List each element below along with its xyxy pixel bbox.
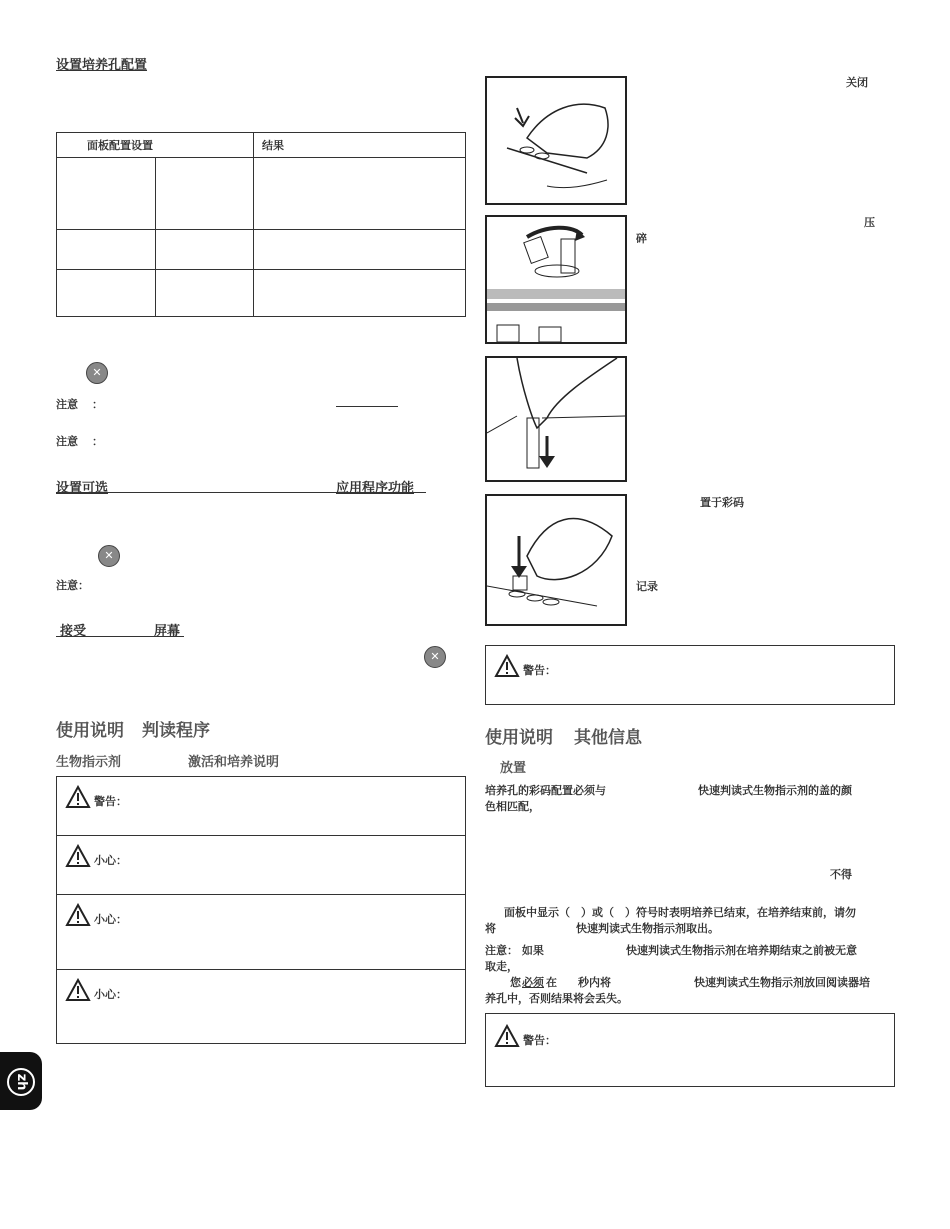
fig4-text-b: 记录 xyxy=(636,580,658,593)
table-cell xyxy=(57,270,156,317)
underline-blank xyxy=(336,406,398,407)
crush-vial-illustration xyxy=(487,217,625,342)
bio-heading-a: 生物指示剂 xyxy=(56,755,122,770)
caution-row xyxy=(65,978,127,1002)
caution-triangle-icon xyxy=(65,903,91,927)
language-tab xyxy=(0,1052,42,1110)
instructions-heading-b: 判读程序 xyxy=(142,721,210,741)
hand-pressing-cap-illustration xyxy=(487,78,625,203)
note-colon-1: ： xyxy=(92,398,103,411)
not-allowed-text: 不得 xyxy=(830,868,852,881)
instructions-heading-a: 使用说明 xyxy=(56,721,124,741)
cancel-x-icon[interactable] xyxy=(86,362,108,384)
figure-tap-vial xyxy=(485,356,627,482)
para1-c: 色相匹配， xyxy=(485,800,540,813)
table-cell xyxy=(57,230,156,270)
divider xyxy=(57,969,465,970)
note-d: 您 xyxy=(510,976,521,989)
warning-caution-box xyxy=(56,776,466,1044)
note-label-3: 注意： xyxy=(56,579,89,592)
warning-label: 警告： xyxy=(94,795,127,808)
note-label-1: 注意 xyxy=(56,398,78,411)
para1-a: 培养孔的彩码配置必须与 xyxy=(485,784,606,797)
bio-heading-b: 激活和培养说明 xyxy=(188,755,280,770)
note-e: 必须 xyxy=(522,976,544,989)
optional-heading-b: 应用程序功能 xyxy=(336,481,415,496)
warning-row xyxy=(494,1024,556,1048)
cancel-x-icon[interactable] xyxy=(98,545,120,567)
figure-close-cap xyxy=(485,76,627,205)
warning-triangle-icon xyxy=(494,1024,520,1048)
table-cell xyxy=(155,230,254,270)
caution-triangle-icon xyxy=(65,844,91,868)
warning-box xyxy=(485,645,895,705)
figure-crush xyxy=(485,215,627,344)
placement-heading: 放置 xyxy=(500,761,527,776)
table-cell xyxy=(155,270,254,317)
para2-b: 将 xyxy=(485,922,496,935)
divider xyxy=(57,894,465,895)
caution-row xyxy=(65,903,127,927)
table-cell xyxy=(254,158,466,230)
tap-vial-illustration xyxy=(487,358,625,480)
para2-a: 面板中显示（ ）或（ ）符号时表明培养已结束，在培养结束前，请勿 xyxy=(504,906,856,919)
place-vial-illustration xyxy=(487,496,625,624)
note-h: 快速判读式生物指示剂放回阅读器培 xyxy=(694,976,870,989)
note-label-2: 注意 xyxy=(56,435,78,448)
cancel-x-icon[interactable] xyxy=(424,646,446,668)
warning-row xyxy=(494,654,556,678)
other-heading-a: 使用说明 xyxy=(485,728,553,748)
note-colon-2: ： xyxy=(92,435,103,448)
accept-heading-a: 接受 xyxy=(60,624,87,639)
fig1-text: 关闭 xyxy=(846,76,868,89)
note-b: 快速判读式生物指示剂在培养期结束之前被无意 xyxy=(626,944,857,957)
caution-row xyxy=(65,844,127,868)
panel-config-table xyxy=(56,132,466,317)
language-code: zh xyxy=(7,1068,35,1096)
note-c: 取走， xyxy=(485,960,518,973)
figure-place-vial xyxy=(485,494,627,626)
note-i: 养孔中，否则结果将会丢失。 xyxy=(485,992,628,1005)
setup-heading: 设置培养孔配置 xyxy=(56,58,148,73)
warning-row xyxy=(65,785,127,809)
table-cell xyxy=(155,158,254,230)
note-a: 注意： 如果 xyxy=(485,944,544,957)
table-cell xyxy=(57,158,156,230)
accept-heading-b: 屏幕 xyxy=(154,624,181,639)
caution-label: 小心： xyxy=(94,854,127,867)
note-f: 在 xyxy=(546,976,557,989)
para1-b: 快速判读式生物指示剂的盖的颜 xyxy=(698,784,852,797)
other-heading-b: 其他信息 xyxy=(574,728,642,748)
note-g: 秒内将 xyxy=(578,976,611,989)
warning-box xyxy=(485,1013,895,1087)
warning-triangle-icon xyxy=(65,785,91,809)
fig2-text-a: 压 xyxy=(864,216,875,229)
table-cell xyxy=(254,230,466,270)
caution-triangle-icon xyxy=(65,978,91,1002)
para2-c: 快速判读式生物指示剂取出。 xyxy=(576,922,719,935)
optional-heading-a: 设置可选 xyxy=(56,481,109,496)
caution-label: 小心： xyxy=(94,913,127,926)
caution-label: 小心： xyxy=(94,988,127,1001)
warning-label: 警告： xyxy=(523,1034,556,1047)
table-header-config: 面板配置设置 xyxy=(57,133,254,158)
divider xyxy=(57,835,465,836)
fig4-text-a: 置于彩码 xyxy=(700,496,744,509)
warning-triangle-icon xyxy=(494,654,520,678)
fig2-text-b: 碎 xyxy=(636,232,647,245)
table-header-result: 结果 xyxy=(254,133,466,158)
warning-label: 警告： xyxy=(523,664,556,677)
table-cell xyxy=(254,270,466,317)
